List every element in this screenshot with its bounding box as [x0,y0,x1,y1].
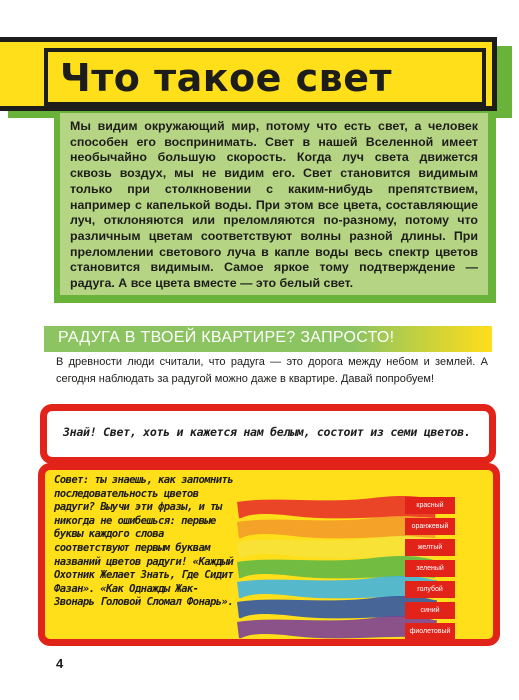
page-number: 4 [56,656,64,671]
title-banner [0,37,497,111]
color-label-light-blue: голубой [405,581,455,598]
color-label-orange: оранжевый [405,518,455,535]
know-text: Знай! Свет, хоть и кажется нам белым, состоит из семи цветов. [63,425,471,439]
color-label-red: красный [405,497,455,514]
color-label-green: зеленый [405,560,455,577]
section-title: РАДУГА В ТВОЕЙ КВАРТИРЕ? ЗАПРОСТО! [58,329,395,346]
color-label-blue: синий [405,602,455,619]
title-frame [44,48,486,106]
know-box [40,404,496,464]
tip-panel [38,463,500,646]
section-text: В древности люди считали, что радуга — это дорога между небом и землей. А сегодня наблюдать за радугой можно даже в квартире. Давай попробуем! [56,356,488,385]
main-text-box [60,113,488,295]
color-label-yellow: желтый [405,539,455,556]
color-label-violet: фиолетовый [405,623,455,640]
main-text: Мы видим окружающий мир, потому что есть свет, а человек способен его воспринимать. Свет в нашей Вселенной имеет необычайно большую скорость. Когда луч света движется сквозь воздух, мы не видим его. Свет становится видимым только при столкновении с каким-нибудь препятствием, например с капелькой воды. При этом все цвета, составляющие луч, отклоняются или преломляются по-разному, потому что различным цветам соответствуют волны разной длины. При преломлении светового луча в капле воды весь спектр цветов становится видимым. Самое яркое тому подтверждение — радуга. А все цвета вместе — это белый свет. [70,119,478,291]
color-labels [405,497,495,644]
page-title: Что такое свет [60,56,393,100]
section-header [44,326,492,352]
tip-text: Совет: ты знаешь, как запомнить последовательность цветов радуги? Выучи эти фразы, и ты никогда не ошибешься: первые буквы каждого слова соответствуют первым буквам названий цветов радуги! «Каждый Охотник Желает Знать, Где Сидит Фазан». «Как Однажды Жак-Звонарь Головой Сломал Фонарь». [54,474,234,609]
